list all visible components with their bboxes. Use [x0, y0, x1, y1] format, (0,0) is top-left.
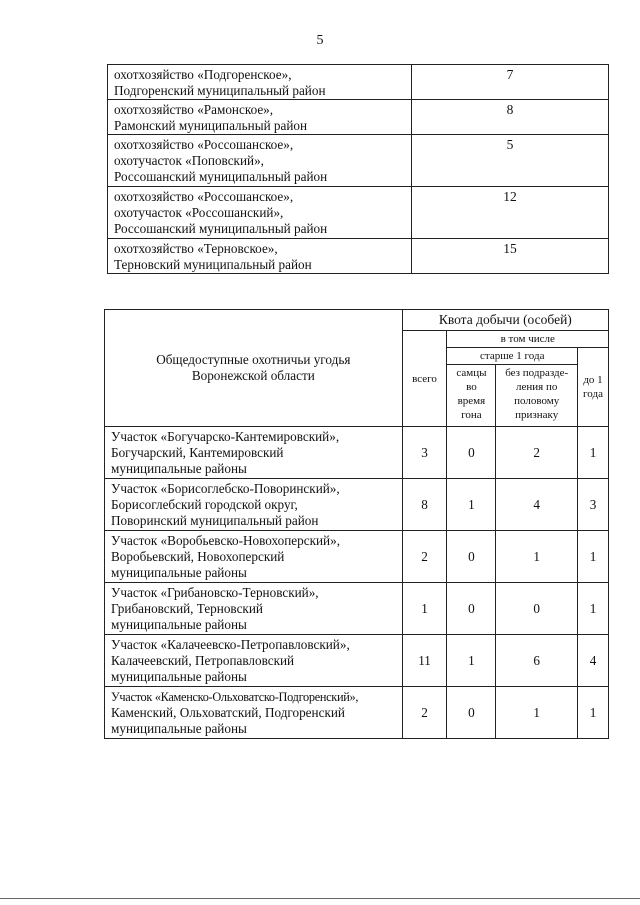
no-sex-value: 1 [496, 531, 578, 583]
over-one-year-header: старше 1 года [447, 348, 578, 365]
name-line: Участок «Воробьевско-Новохоперский», [111, 533, 341, 548]
name-line: охотхозяйство «Россошанское», [114, 189, 294, 204]
header-line: года [583, 388, 603, 400]
under-one-value: 1 [578, 583, 609, 635]
header-line: Воронежской области [191, 368, 315, 383]
name-line: Участок «Грибановско-Терновский», [111, 585, 319, 600]
area-column-header [105, 310, 403, 427]
under-one-value: 1 [578, 427, 609, 479]
hunting-farms-table [107, 64, 609, 274]
hunting-area-name [108, 187, 412, 239]
no-sex-division-header [496, 365, 578, 427]
name-line: муниципальные районы [111, 721, 247, 736]
no-sex-value: 2 [496, 427, 578, 479]
name-line: Борисоглебский городской округ, [111, 497, 298, 512]
total-value: 2 [402, 687, 447, 739]
under-one-year-header [578, 348, 609, 427]
males-value: 0 [447, 687, 496, 739]
name-line: охотхозяйство «Россошанское», [114, 137, 294, 152]
area-name [105, 687, 403, 739]
name-line: Участок «Калачеевско-Петропавловский», [111, 637, 350, 652]
quota-value: 15 [412, 239, 609, 274]
hunting-area-name [108, 100, 412, 135]
hunting-area-name [108, 135, 412, 187]
area-name [105, 635, 403, 687]
table-row [105, 687, 609, 739]
no-sex-value: 6 [496, 635, 578, 687]
name-line: Россошанский муниципальный район [114, 169, 328, 184]
area-name [105, 479, 403, 531]
under-one-value: 4 [578, 635, 609, 687]
quota-value: 12 [412, 187, 609, 239]
name-line: Каменский, Ольховатский, Подгоренский [111, 705, 345, 720]
hunting-area-name [108, 65, 412, 100]
name-line: Участок «Борисоглебско-Поворинский», [111, 481, 340, 496]
quota-value: 5 [412, 135, 609, 187]
header-line: Общедоступные охотничьи угодья [156, 352, 351, 367]
males-value: 0 [447, 531, 496, 583]
quota-table [104, 309, 609, 739]
males-value: 0 [447, 427, 496, 479]
table-row [105, 531, 609, 583]
table-row [108, 135, 609, 187]
area-name [105, 531, 403, 583]
under-one-value: 1 [578, 687, 609, 739]
name-line: Поворинский муниципальный район [111, 513, 319, 528]
header-line: ления по [516, 381, 558, 393]
total-value: 3 [402, 427, 447, 479]
name-line: охотучасток «Россошанский», [114, 205, 284, 220]
including-header: в том числе [447, 331, 609, 348]
table-row [105, 479, 609, 531]
name-line: муниципальные районы [111, 565, 247, 580]
name-line: охотхозяйство «Подгоренское», [114, 67, 292, 82]
table-row [105, 583, 609, 635]
no-sex-value: 1 [496, 687, 578, 739]
males-rut-header [447, 365, 496, 427]
header-line: время [457, 395, 486, 407]
header-line: гона [461, 409, 482, 421]
name-line: охотхозяйство «Терновское», [114, 241, 278, 256]
table-row [105, 427, 609, 479]
name-line: муниципальные районы [111, 617, 247, 632]
header-line: без подразде- [505, 367, 569, 379]
total-value: 1 [402, 583, 447, 635]
no-sex-value: 0 [496, 583, 578, 635]
no-sex-value: 4 [496, 479, 578, 531]
under-one-value: 3 [578, 479, 609, 531]
males-value: 1 [447, 635, 496, 687]
table-row [108, 100, 609, 135]
name-line: Подгоренский муниципальный район [114, 83, 326, 98]
total-value: 8 [402, 479, 447, 531]
quota-value: 8 [412, 100, 609, 135]
hunting-area-name [108, 239, 412, 274]
header-line: во [466, 381, 477, 393]
area-name [105, 427, 403, 479]
header-line: половому [514, 395, 560, 407]
name-line: Калачеевский, Петропавловский [111, 653, 295, 668]
name-line: муниципальные районы [111, 669, 247, 684]
name-line: Рамонский муниципальный район [114, 118, 308, 133]
males-value: 1 [447, 479, 496, 531]
males-value: 0 [447, 583, 496, 635]
page-bottom-rule [0, 898, 640, 899]
page-number: 5 [316, 33, 324, 48]
name-line: Воробьевский, Новохоперский [111, 549, 285, 564]
quota-header: Квота добычи (особей) [402, 310, 608, 331]
header-row [105, 310, 609, 331]
header-line: до 1 [583, 374, 603, 386]
total-value: 2 [402, 531, 447, 583]
table-row [108, 65, 609, 100]
total-header: всего [402, 331, 447, 427]
name-line: муниципальные районы [111, 461, 247, 476]
total-value: 11 [402, 635, 447, 687]
name-line: Терновский муниципальный район [114, 257, 312, 272]
name-line: Россошанский муниципальный район [114, 221, 328, 236]
name-line: Богучарский, Кантемировский [111, 445, 284, 460]
name-line: охотучасток «Поповский», [114, 153, 264, 168]
name-line: Участок «Богучарско-Кантемировский», [111, 429, 340, 444]
table-row [105, 635, 609, 687]
header-line: признаку [515, 409, 559, 421]
name-line: охотхозяйство «Рамонское», [114, 102, 274, 117]
table-row [108, 187, 609, 239]
table-row [108, 239, 609, 274]
name-line: Грибановский, Терновский [111, 601, 263, 616]
header-line: самцы [456, 367, 487, 379]
area-name [105, 583, 403, 635]
name-line: Участок «Каменско-Ольховатско-Подгоренский», [111, 690, 359, 704]
quota-value: 7 [412, 65, 609, 100]
under-one-value: 1 [578, 531, 609, 583]
